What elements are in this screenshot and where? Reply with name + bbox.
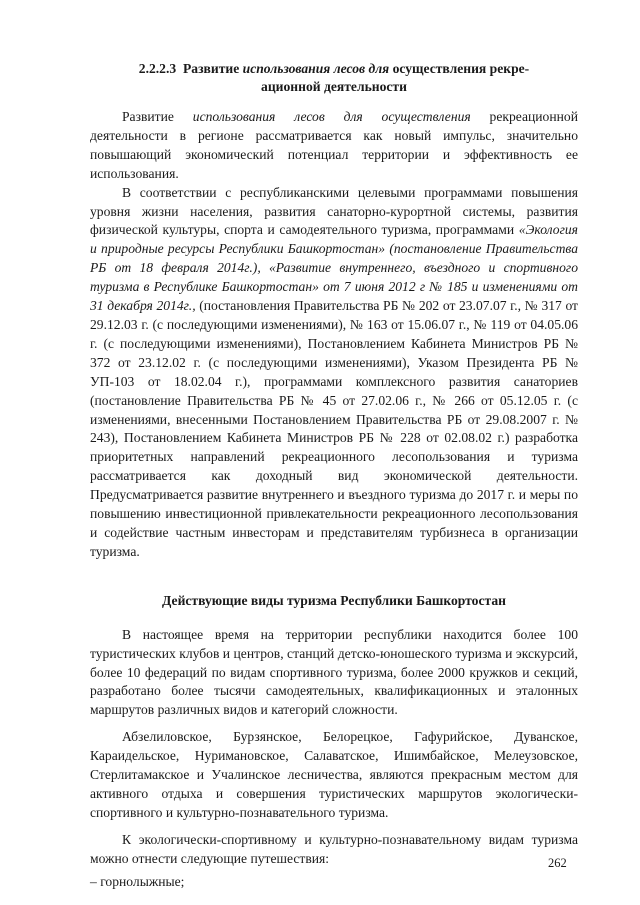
section-title-italic: использования лесов для <box>242 61 390 76</box>
text-run: рекреационной деятельности в регионе рассматривается как новый импульс, значительно повышающий экономический потенциал территории и эффективность ее использования. <box>90 109 578 181</box>
list-item: – горнолыжные; <box>90 873 185 889</box>
text-run-italic: «Экология и природные ресурсы Республики Башкортостан» (постановление Правительства РБ от 18 февраля 2014г.), «Развитие внутреннего, въездного и спортивного туризма в Республике Башкортостан» от 7 июня 2012 г № 185 и изменениями от 31 декабря 2014г., <box>90 222 578 314</box>
section-title-part: Развитие <box>182 61 243 76</box>
page-number: 262 <box>548 856 567 870</box>
paragraph-tourism-types: К экологически-спортивному и культурно-познавательному видам туризма можно отнести следующие путешествия: <box>90 831 578 866</box>
paragraph-programs <box>90 184 578 562</box>
paragraph-clubs: В настоящее время на территории республики находится более 100 туристических клубов и центров, станций детско-юношеского туризма и экскурсий, более 10 федераций по видам спортивного туризма, более 2000 кружков и секций, разработано более тысячи самодеятельных, квалификационных и эталонных маршрутов различных видов и категорий сложности. <box>90 626 578 718</box>
section-number: 2.2.2.3 <box>138 61 177 76</box>
text-run-italic: использования лесов для осуществления <box>192 109 471 124</box>
document-page <box>90 50 578 892</box>
section-heading <box>90 60 578 96</box>
text-run: (постановления Правительства РБ № 202 от 23.07.07 г., № 317 от 29.12.03 г. (с последующими изменениями), № 163 от 15.06.07 г., № 119 от 04.05.06 г. (с последующими изменениями), Постановлением Кабинета Министров РБ № 372 от 23.12.02 г. (с последующими изменениями), Указом Президента РБ № УП-103 от 18.02.04 г.), программами комплексного развития санаториев (постановление Правительства РБ № 45 от 27.02.06 г., № 266 от 05.12.05 г. (с изменениями, внесенными Постановлением Правительства РБ от 29.08.2007 г. № 243), Постановлением Кабинета Министров РБ № 228 от 02.08.02 г.) разработка приоритетных направлений рекреационного лесопользования и туризма рассматривается как доходный вид экономической деятельности. Предусматривается развитие внутреннего и въездного туризма до 2017 г. и меры по повышению инвестиционной привлекательности рекреационного лесопользования и содействие частным инвесторам и представителям турбизнеса в организации туризма. <box>90 298 579 559</box>
text-run: Развитие <box>122 109 193 124</box>
section-title-part: ационной деятельности <box>261 79 407 94</box>
subsection-heading: Действующие виды туризма Республики Башкортостан <box>162 592 506 608</box>
paragraph-intro <box>90 108 578 184</box>
section-title-part: осуществления рекре- <box>389 61 530 76</box>
text-run: В соответствии с республиканскими целевыми программами повышения уровня жизни населения, развития санаторно-курортной системы, развития физической культуры, спорта и самодеятельного туризма, программами <box>90 184 578 238</box>
paragraph-forestries: Абзелиловское, Бурзянское, Белорецкое, Гафурийское, Дуванское, Караидельское, Нуримановское, Салаватское, Ишимбайское, Мелеузовское, Стерлитамакское и Учалинское лесничества, являются прекрасным местом для активного отдыха и совершения туристических маршрутов экологически-спортивного и культурно-познавательного туризма. <box>90 729 578 820</box>
